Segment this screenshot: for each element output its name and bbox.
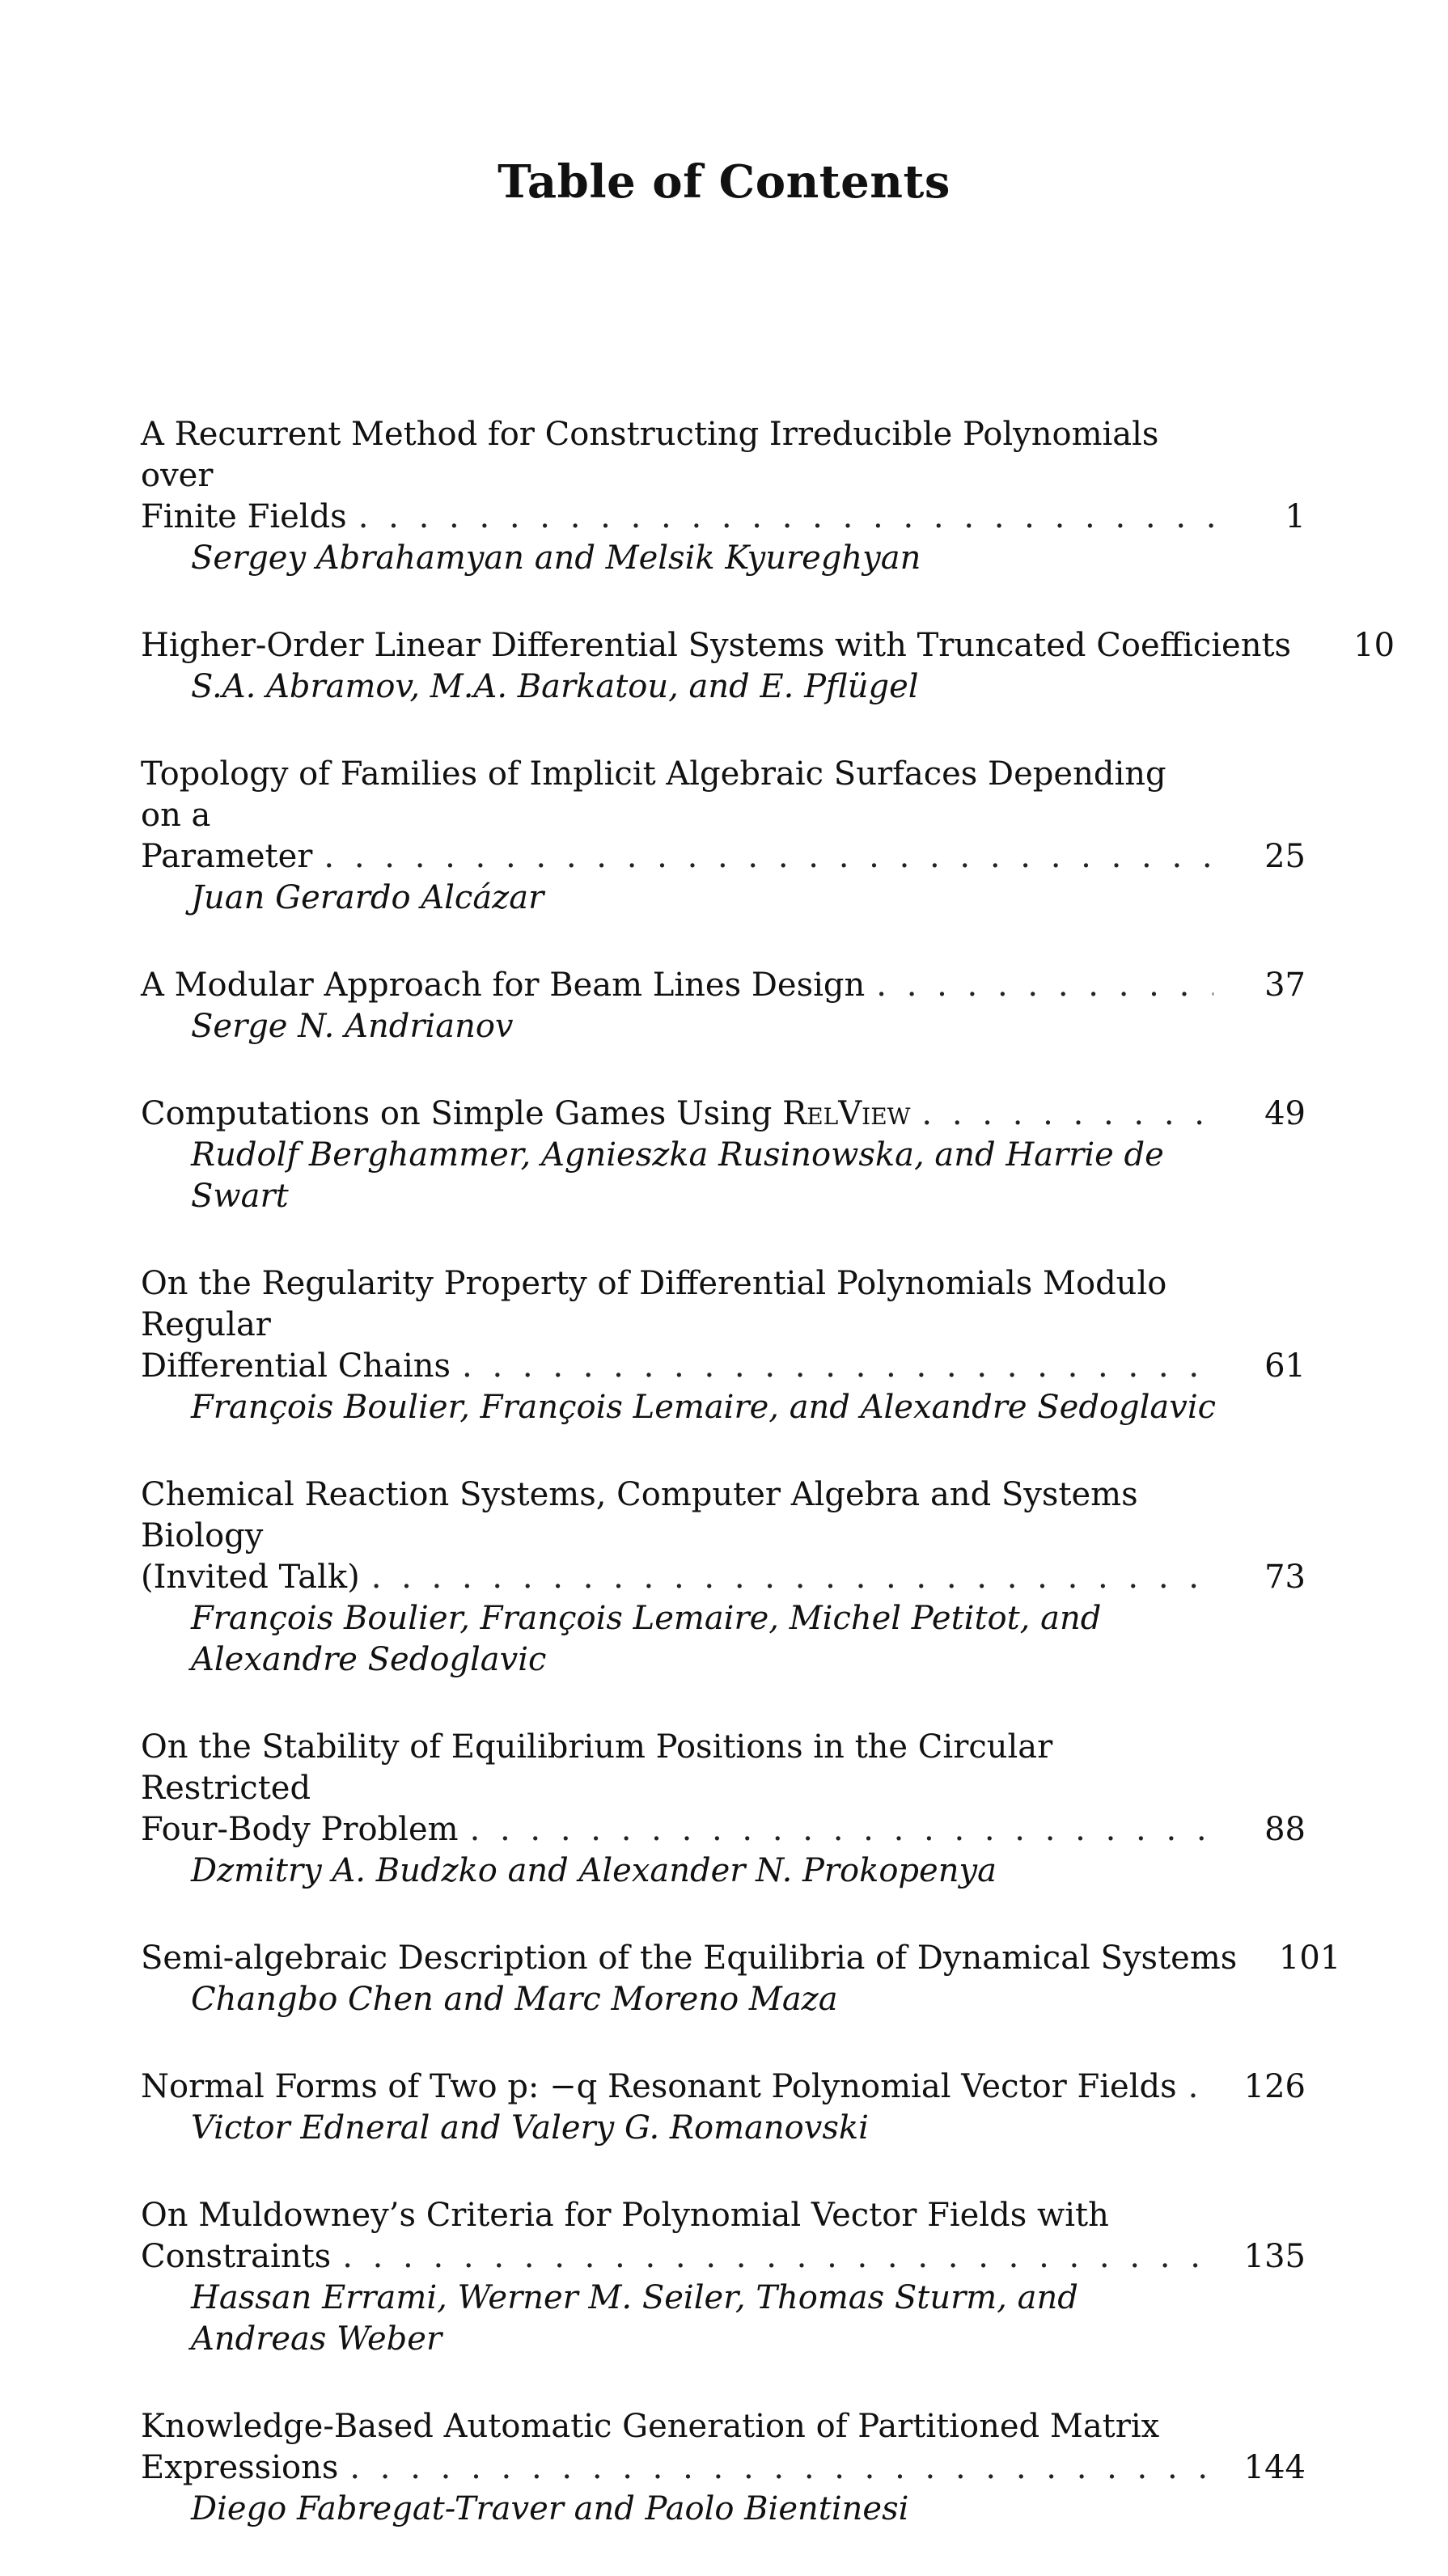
dot-leader <box>349 2447 1213 2489</box>
toc-entry <box>141 754 1306 919</box>
entry-authors: Rudolf Berghammer, Agnieszka Rusinowska, and Harrie de Swart <box>191 1136 1164 1215</box>
entry-title-line: A Modular Approach for Beam Lines Design <box>141 967 866 1004</box>
page-number: 126 <box>1243 2068 1306 2105</box>
page-number: 61 <box>1264 1347 1306 1385</box>
entry-title-row <box>141 625 1395 666</box>
entry-title-row <box>141 2447 1306 2489</box>
toc-entry <box>141 1474 1306 1681</box>
toc-entry <box>141 2066 1306 2149</box>
entry-authors: Victor Edneral and Valery G. Romanovski <box>191 2109 869 2147</box>
page-number: 101 <box>1278 1939 1341 1977</box>
entry-title-line: Expressions <box>141 2449 339 2486</box>
entry-authors: François Boulier, François Lemaire, Michel Petitot, and <box>191 1600 1102 1637</box>
toc-entry <box>141 2406 1306 2530</box>
page-number: 135 <box>1243 2238 1306 2275</box>
entry-authors: François Boulier, François Lemaire, and Alexandre Sedoglavic <box>191 1389 1217 1426</box>
toc-entry <box>141 1263 1306 1428</box>
entry-authors: S.A. Abramov, M.A. Barkatou, and E. Pflügel <box>191 668 919 705</box>
entry-title-line: On the Stability of Equilibrium Positions in the Circular Restricted <box>141 1728 1053 1807</box>
dot-leader <box>876 965 1213 1006</box>
entry-authors: Dzmitry A. Budzko and Alexander N. Prokopenya <box>191 1852 997 1889</box>
dot-leader <box>462 1346 1213 1387</box>
entry-authors: Diego Fabregat-Traver and Paolo Bientinesi <box>191 2490 909 2527</box>
page-number: 73 <box>1264 1559 1306 1596</box>
entry-authors: Changbo Chen and Marc Moreno Maza <box>191 1981 838 2018</box>
entry-title-row <box>141 497 1306 538</box>
toc-entry <box>141 965 1306 1047</box>
entry-title-row <box>141 836 1306 878</box>
entry-title-line: On the Regularity Property of Differential Polynomials Modulo Regular <box>141 1265 1167 1343</box>
entry-title-line: Constraints <box>141 2238 332 2275</box>
entry-title-line: Semi-algebraic Description of the Equilibria of Dynamical Systems <box>141 1939 1238 1977</box>
entry-title-line: Differential Chains <box>141 1347 451 1385</box>
page-number: 49 <box>1264 1095 1306 1132</box>
entry-authors: Juan Gerardo Alcázar <box>191 879 544 916</box>
entry-title-row <box>141 965 1306 1006</box>
dot-leader <box>342 2236 1213 2278</box>
entry-title-line: Chemical Reaction Systems, Computer Algebra and Systems Biology <box>141 1476 1138 1554</box>
page-title: Table of Contents <box>497 155 951 209</box>
entry-title-row <box>141 1938 1341 1979</box>
dot-leader <box>324 836 1213 878</box>
entry-title-line: On Muldowney’s Criteria for Polynomial Vector Fields with <box>141 2197 1109 2234</box>
page-number: 1 <box>1285 498 1306 535</box>
page-number: 25 <box>1264 838 1306 875</box>
toc-entry <box>141 625 1395 708</box>
dot-leader <box>470 1809 1213 1851</box>
toc-entry <box>141 414 1306 579</box>
entry-title-row <box>141 2236 1306 2278</box>
page-number: 10 <box>1353 627 1395 664</box>
entry-title-line: Knowledge-Based Automatic Generation of Partitioned Matrix <box>141 2408 1160 2445</box>
dot-leader <box>921 1093 1213 1135</box>
entry-authors: Hassan Errami, Werner M. Seiler, Thomas Sturm, and <box>191 2279 1078 2316</box>
entry-title-row <box>141 1557 1306 1598</box>
dot-leader <box>1188 2066 1213 2108</box>
page-number: 37 <box>1264 967 1306 1004</box>
dot-leader <box>358 497 1213 538</box>
entry-title-line: Parameter <box>141 838 313 875</box>
toc-entry <box>141 1938 1341 2020</box>
entry-title-line: Four-Body Problem <box>141 1811 459 1848</box>
table-of-contents <box>141 414 1395 2576</box>
entry-title-line: Normal Forms of Two p: −q Resonant Polynomial Vector Fields <box>141 2068 1177 2105</box>
page-number: 88 <box>1264 1811 1306 1848</box>
entry-title-line: (Invited Talk) <box>141 1559 360 1596</box>
entry-title-row <box>141 1093 1306 1135</box>
toc-entry <box>141 1093 1306 1217</box>
entry-authors: Serge N. Andrianov <box>191 1008 514 1045</box>
entry-title-text: Computations on Simple Games Using <box>141 1095 783 1132</box>
entry-title-line: Higher-Order Linear Differential Systems with Truncated Coefficients <box>141 627 1292 664</box>
toc-entry <box>141 1727 1306 1892</box>
entry-authors: Sergey Abrahamyan and Melsik Kyureghyan <box>191 539 921 577</box>
entry-title-line: Finite Fields <box>141 498 347 535</box>
entry-title-row <box>141 1346 1306 1387</box>
entry-title-line: A Recurrent Method for Constructing Irreducible Polynomials over <box>141 416 1159 494</box>
entry-title-row <box>141 1809 1306 1851</box>
entry-title-line: Topology of Families of Implicit Algebraic Surfaces Depending on a <box>141 755 1166 834</box>
relview-name: RelView <box>782 1095 911 1132</box>
page-number: 144 <box>1243 2449 1306 2486</box>
entry-authors: Alexandre Sedoglavic <box>191 1641 547 1678</box>
entry-title-line <box>141 1093 910 1135</box>
toc-entry <box>141 2195 1306 2360</box>
entry-title-row <box>141 2066 1306 2108</box>
dot-leader <box>371 1557 1213 1598</box>
entry-authors: Andreas Weber <box>191 2320 442 2358</box>
